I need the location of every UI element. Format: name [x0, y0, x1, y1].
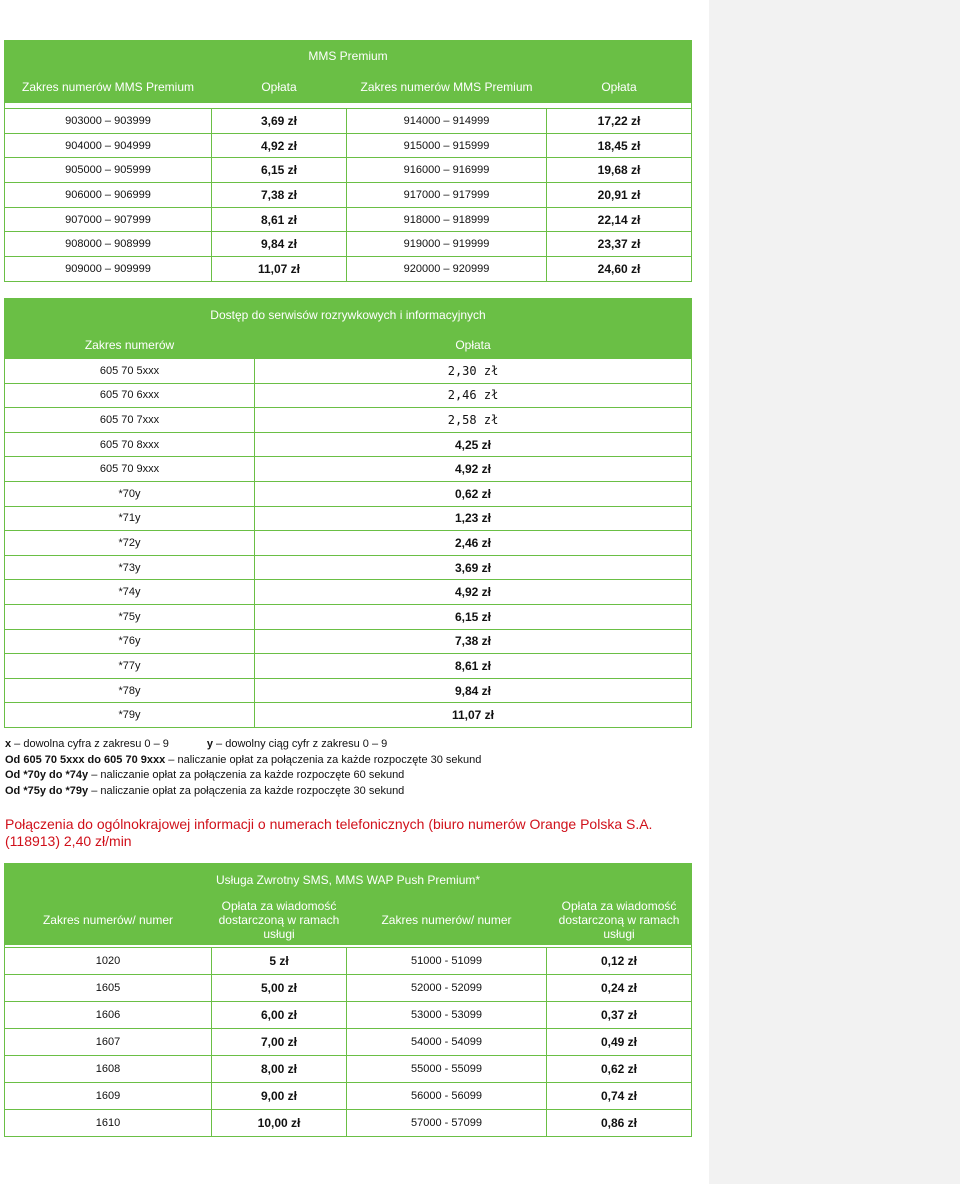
- price-cell: 0,62 zł: [547, 1056, 692, 1083]
- note-line-3: [5, 768, 705, 784]
- table-row: [5, 948, 692, 975]
- table-row: [5, 109, 692, 134]
- range-cell: 906000 – 906999: [5, 183, 212, 208]
- range-cell: *72y: [5, 531, 255, 556]
- note-line-4: [5, 784, 705, 800]
- price-cell: 3,69 zł: [212, 109, 347, 134]
- range-cell: *74y: [5, 580, 255, 605]
- table-row: [5, 432, 692, 457]
- price-cell: 7,00 zł: [212, 1029, 347, 1056]
- header-fee-2: Opłata: [547, 72, 692, 103]
- price-cell: 6,15 zł: [255, 604, 692, 629]
- header-range-1: Zakres numerów MMS Premium: [5, 72, 212, 103]
- number-cell: 1608: [5, 1056, 212, 1083]
- note-line-1: [5, 737, 705, 753]
- entertainment-title: Dostęp do serwisów rozrywkowych i informacyjnych: [5, 299, 692, 331]
- header-range-2: Zakres numerów/ numer: [347, 896, 547, 945]
- table-row: [5, 975, 692, 1002]
- range-cell: 904000 – 904999: [5, 133, 212, 158]
- range-cell: 53000 - 53099: [347, 1002, 547, 1029]
- price-cell: 2,30 zł: [255, 359, 692, 384]
- price-cell: 0,37 zł: [547, 1002, 692, 1029]
- price-cell: 4,92 zł: [255, 580, 692, 605]
- range-cell: 907000 – 907999: [5, 207, 212, 232]
- table-row: [5, 481, 692, 506]
- price-cell: 5 zł: [212, 948, 347, 975]
- price-cell: 4,92 zł: [255, 457, 692, 482]
- range-cell: 57000 - 57099: [347, 1110, 547, 1137]
- price-cell: 19,68 zł: [547, 158, 692, 183]
- price-cell: 8,00 zł: [212, 1056, 347, 1083]
- price-cell: 23,37 zł: [547, 232, 692, 257]
- price-cell: 0,86 zł: [547, 1110, 692, 1137]
- range-cell: 908000 – 908999: [5, 232, 212, 257]
- number-cell: 1607: [5, 1029, 212, 1056]
- price-cell: 24,60 zł: [547, 257, 692, 282]
- range-cell: 54000 - 54099: [347, 1029, 547, 1056]
- range-cell: *73y: [5, 555, 255, 580]
- price-cell: 6,00 zł: [212, 1002, 347, 1029]
- price-cell: 5,00 zł: [212, 975, 347, 1002]
- price-cell: 0,62 zł: [255, 481, 692, 506]
- table-row: [5, 1083, 692, 1110]
- range-cell: 52000 - 52099: [347, 975, 547, 1002]
- table-row: [5, 207, 692, 232]
- range-cell: 605 70 9xxx: [5, 457, 255, 482]
- table-row: [5, 257, 692, 282]
- range-cell: *71y: [5, 506, 255, 531]
- range-cell: 903000 – 903999: [5, 109, 212, 134]
- price-cell: 11,07 zł: [212, 257, 347, 282]
- table-row: [5, 1056, 692, 1083]
- table-row: [5, 1029, 692, 1056]
- range-cell: *70y: [5, 481, 255, 506]
- side-panel: [709, 0, 960, 1184]
- range-cell: 920000 – 920999: [347, 257, 547, 282]
- note-range-label: Od *70y do *74y: [5, 769, 89, 781]
- price-cell: 0,12 zł: [547, 948, 692, 975]
- table-row: [5, 629, 692, 654]
- table-row: [5, 158, 692, 183]
- table-row: [5, 1110, 692, 1137]
- table-row: [5, 359, 692, 384]
- table-row: [5, 133, 692, 158]
- number-cell: 1605: [5, 975, 212, 1002]
- price-cell: 8,61 zł: [255, 654, 692, 679]
- price-cell: 0,49 zł: [547, 1029, 692, 1056]
- price-cell: 18,45 zł: [547, 133, 692, 158]
- price-cell: 2,58 zł: [255, 408, 692, 433]
- range-cell: 919000 – 919999: [347, 232, 547, 257]
- header-fee: Opłata: [255, 331, 692, 359]
- price-cell: 3,69 zł: [255, 555, 692, 580]
- number-cell: 1609: [5, 1083, 212, 1110]
- table-row: [5, 506, 692, 531]
- range-cell: 905000 – 905999: [5, 158, 212, 183]
- range-cell: 55000 - 55099: [347, 1056, 547, 1083]
- price-cell: 1,23 zł: [255, 506, 692, 531]
- price-cell: 20,91 zł: [547, 183, 692, 208]
- range-cell: 909000 – 909999: [5, 257, 212, 282]
- range-cell: *77y: [5, 654, 255, 679]
- table-row: [5, 703, 692, 728]
- note-x-text: – dowolna cyfra z zakresu 0 – 9: [11, 738, 169, 750]
- mms-premium-title: MMS Premium: [5, 41, 692, 72]
- price-cell: 2,46 zł: [255, 531, 692, 556]
- table-row: [5, 383, 692, 408]
- range-cell: *79y: [5, 703, 255, 728]
- table-row: [5, 678, 692, 703]
- note-y-text: – dowolny ciąg cyfr z zakresu 0 – 9: [213, 738, 388, 750]
- price-cell: 7,38 zł: [212, 183, 347, 208]
- range-cell: 51000 - 51099: [347, 948, 547, 975]
- table-row: [5, 408, 692, 433]
- header-fee-1: Opłata za wiadomość dostarczoną w ramach usługi: [212, 896, 347, 945]
- note-range-text: – naliczanie opłat za połączenia za każde rozpoczęte 30 sekund: [88, 784, 405, 797]
- table-row: [5, 1002, 692, 1029]
- price-cell: 9,00 zł: [212, 1083, 347, 1110]
- header-fee-2: Opłata za wiadomość dostarczoną w ramach usługi: [547, 896, 692, 945]
- price-cell: 22,14 zł: [547, 207, 692, 232]
- table-row: [5, 183, 692, 208]
- price-cell: 4,92 zł: [212, 133, 347, 158]
- price-cell: 7,38 zł: [255, 629, 692, 654]
- price-cell: 9,84 zł: [255, 678, 692, 703]
- note-range-text: – naliczanie opłat za połączenia za każde rozpoczęte 60 sekund: [88, 769, 405, 781]
- range-cell: 605 70 6xxx: [5, 383, 255, 408]
- directory-info-note: Połączenia do ogólnokrajowej informacji o numerach telefonicznych (biuro numerów Orange Polska S.A. (118913) 2,40 zł/min: [5, 816, 653, 849]
- table-row: [5, 654, 692, 679]
- number-cell: 1610: [5, 1110, 212, 1137]
- range-cell: 915000 – 915999: [347, 133, 547, 158]
- number-cell: 1606: [5, 1002, 212, 1029]
- price-cell: 10,00 zł: [212, 1110, 347, 1137]
- header-range-2: Zakres numerów MMS Premium: [347, 72, 547, 103]
- entertainment-services-table: [4, 298, 692, 728]
- range-cell: 916000 – 916999: [347, 158, 547, 183]
- range-cell: *75y: [5, 604, 255, 629]
- price-cell: 0,74 zł: [547, 1083, 692, 1110]
- price-cell: 4,25 zł: [255, 432, 692, 457]
- note-line-2: [5, 753, 705, 769]
- note-range-label: Od *75y do *79y: [5, 784, 89, 797]
- range-cell: 917000 – 917999: [347, 183, 547, 208]
- note-x-symbol: x: [5, 738, 12, 750]
- table-row: [5, 232, 692, 257]
- table-row: [5, 604, 692, 629]
- price-cell: 0,24 zł: [547, 975, 692, 1002]
- table-row: [5, 531, 692, 556]
- range-cell: 605 70 8xxx: [5, 432, 255, 457]
- header-range-1: Zakres numerów/ numer: [5, 896, 212, 945]
- table-row: [5, 580, 692, 605]
- range-cell: *78y: [5, 678, 255, 703]
- note-range-text: – naliczanie opłat za połączenia za każde rozpoczęte 30 sekund: [165, 753, 482, 766]
- price-cell: 17,22 zł: [547, 109, 692, 134]
- price-cell: 6,15 zł: [212, 158, 347, 183]
- price-cell: 2,46 zł: [255, 383, 692, 408]
- header-range: Zakres numerów: [5, 331, 255, 359]
- return-sms-title: Usługa Zwrotny SMS, MMS WAP Push Premium*: [5, 864, 692, 896]
- price-cell: 11,07 zł: [255, 703, 692, 728]
- price-cell: 9,84 zł: [212, 232, 347, 257]
- range-cell: 605 70 5xxx: [5, 359, 255, 384]
- return-sms-table: [4, 863, 692, 1137]
- note-range-label: Od 605 70 5xxx do 605 70 9xxx: [5, 753, 166, 766]
- mms-premium-table: [4, 40, 692, 282]
- range-cell: 56000 - 56099: [347, 1083, 547, 1110]
- range-cell: 605 70 7xxx: [5, 408, 255, 433]
- tariff-notes: [5, 737, 705, 799]
- header-fee-1: Opłata: [212, 72, 347, 103]
- range-cell: *76y: [5, 629, 255, 654]
- table-row: [5, 457, 692, 482]
- number-cell: 1020: [5, 948, 212, 975]
- range-cell: 918000 – 918999: [347, 207, 547, 232]
- table-row: [5, 555, 692, 580]
- note-y-symbol: y: [206, 738, 213, 750]
- range-cell: 914000 – 914999: [347, 109, 547, 134]
- price-cell: 8,61 zł: [212, 207, 347, 232]
